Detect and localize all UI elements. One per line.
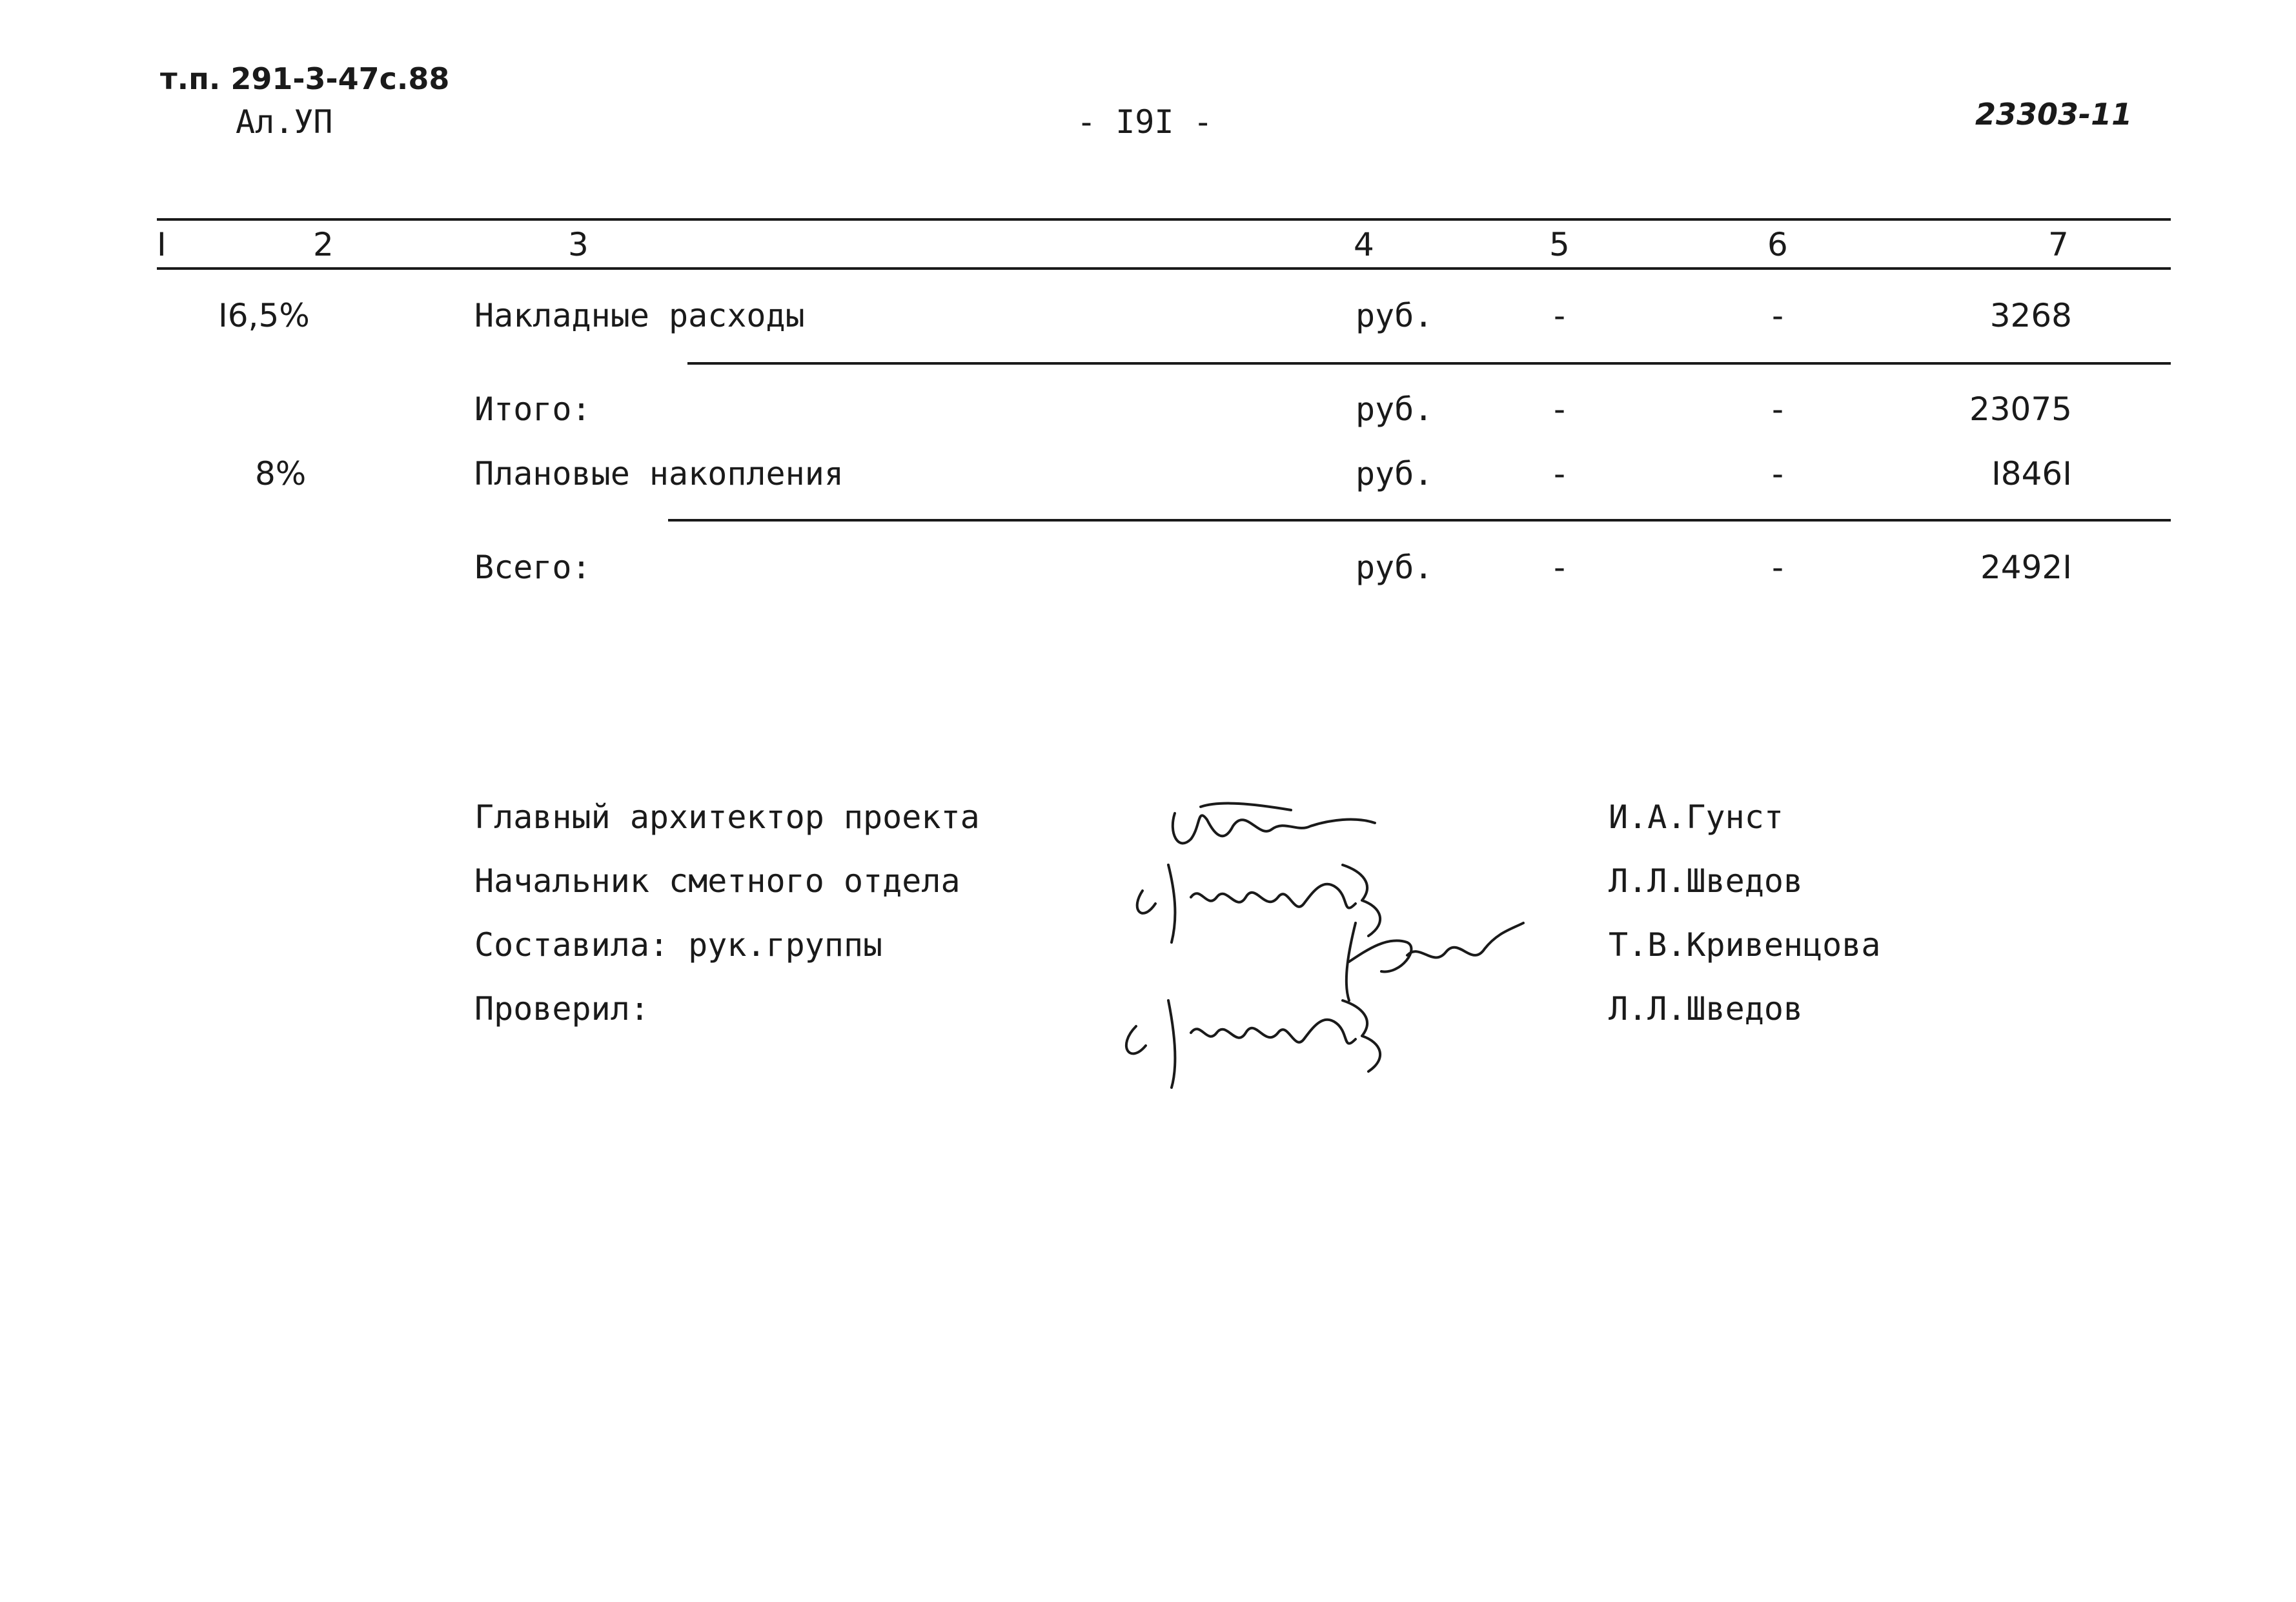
signature-person: Л.Л.Шведов — [1609, 862, 1803, 900]
document-code: т.п. 291-3-47с.88 — [160, 61, 450, 96]
amount-cell: I846I — [1991, 455, 2072, 492]
signature-role: Главный архитектор проекта — [474, 798, 980, 836]
col-header-4: 4 — [1354, 226, 1374, 263]
col-header-1: I — [157, 226, 167, 263]
handwritten-signature-4 — [1117, 981, 1414, 1091]
unit-cell: руб. — [1356, 390, 1434, 428]
col6-cell: - — [1771, 390, 1784, 428]
col-header-5: 5 — [1549, 226, 1570, 263]
col5-cell: - — [1553, 297, 1566, 334]
col-header-2: 2 — [313, 226, 334, 263]
item-name-cell: Плановые накопления — [474, 455, 844, 492]
col6-cell: - — [1771, 297, 1784, 334]
table-top-rule — [157, 218, 2171, 221]
signature-role: Начальник сметного отдела — [474, 862, 960, 900]
signature-role: Проверил: — [474, 990, 649, 1028]
unit-cell: руб. — [1356, 455, 1434, 492]
col5-cell: - — [1553, 390, 1566, 428]
rate-cell: I6,5% — [218, 297, 310, 334]
item-name-cell: Накладные расходы — [474, 297, 805, 334]
item-name-cell: Всего: — [474, 549, 591, 586]
col-header-3: 3 — [568, 226, 589, 263]
col-header-6: 6 — [1767, 226, 1788, 263]
signature-person: И.А.Гунст — [1609, 798, 1783, 836]
col5-cell: - — [1553, 549, 1566, 586]
col-header-7: 7 — [2048, 226, 2069, 263]
total-rule — [668, 519, 2171, 522]
inventory-number: 23303-11 — [1975, 97, 2133, 132]
amount-cell: 23075 — [1969, 390, 2072, 428]
col6-cell: - — [1771, 549, 1784, 586]
item-name-cell: Итого: — [474, 390, 591, 428]
signature-person: Л.Л.Шведов — [1609, 990, 1803, 1028]
table-header-bottom-rule — [157, 267, 2171, 270]
amount-cell: 2492I — [1980, 549, 2072, 586]
signature-role: Составила: рук.группы — [474, 926, 883, 964]
col6-cell: - — [1771, 455, 1784, 492]
col5-cell: - — [1553, 455, 1566, 492]
amount-cell: 3268 — [1989, 297, 2072, 334]
subtotal-rule — [687, 362, 2171, 365]
album-label: Ал.УП — [236, 103, 333, 141]
page-number: - I9I - — [1077, 103, 1213, 141]
signature-person: Т.В.Кривенцова — [1609, 926, 1881, 964]
unit-cell: руб. — [1356, 549, 1434, 586]
unit-cell: руб. — [1356, 297, 1434, 334]
rate-cell: 8% — [255, 455, 307, 492]
